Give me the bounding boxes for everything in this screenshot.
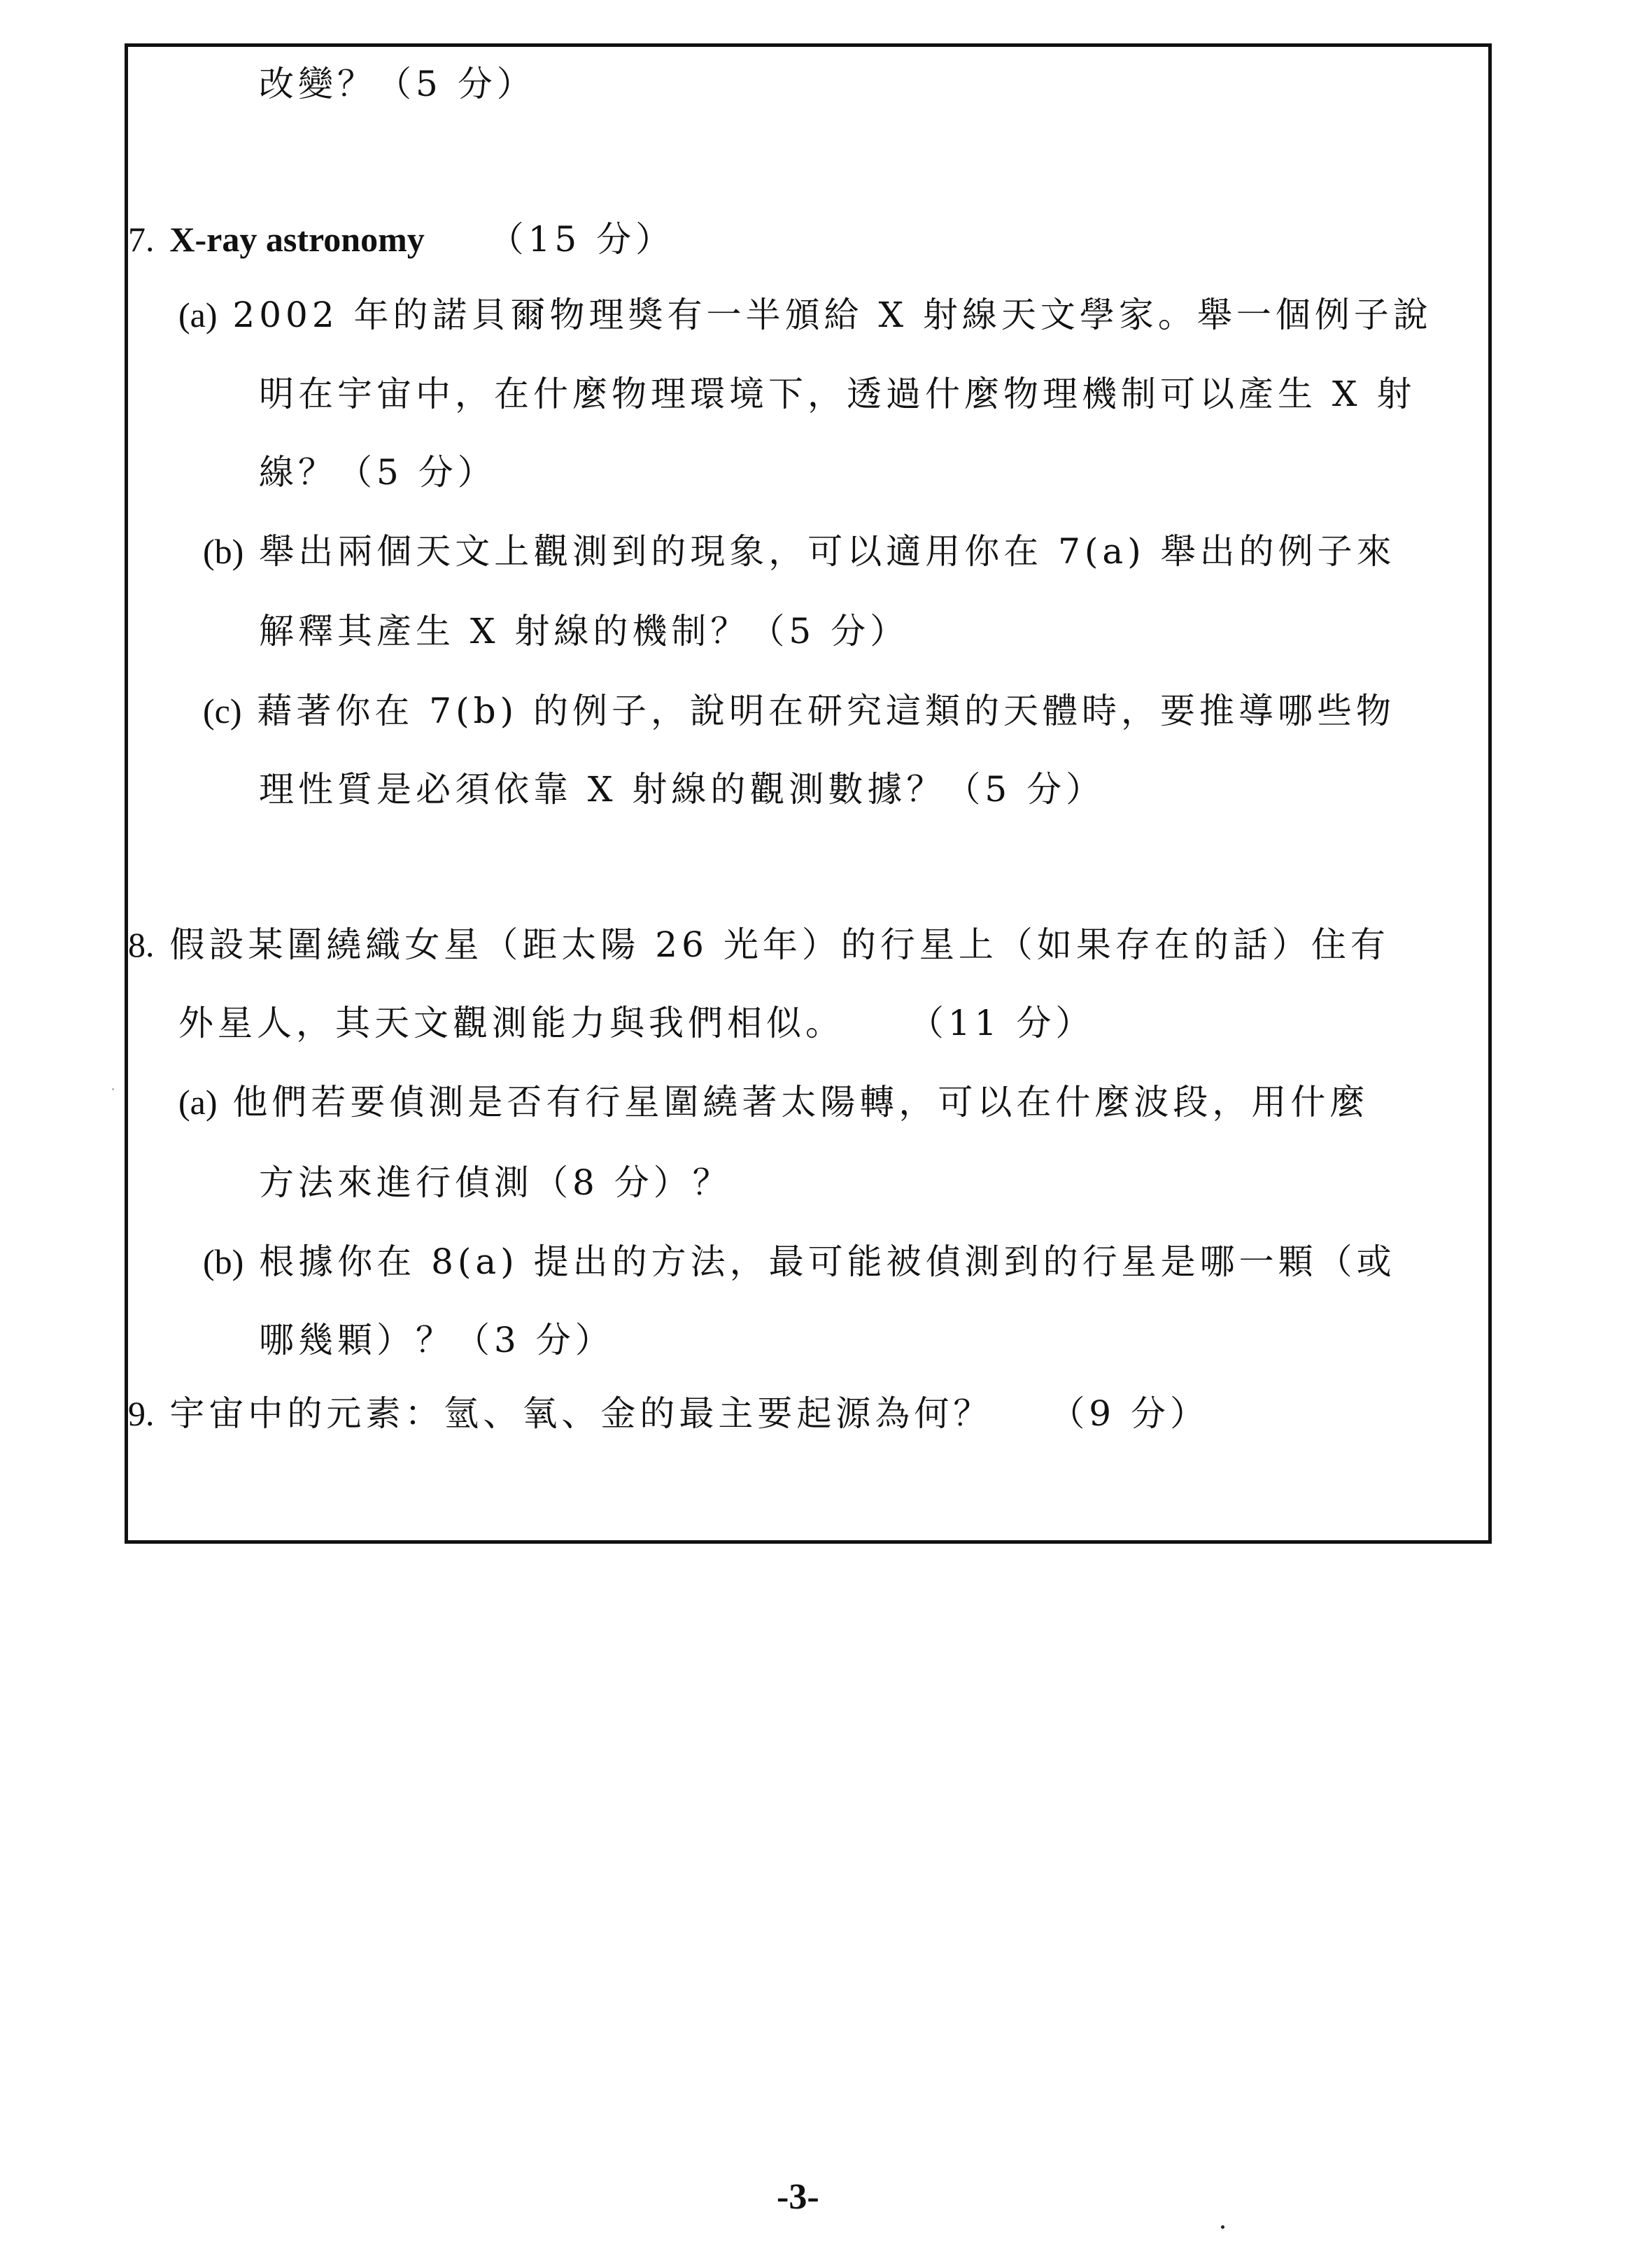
q9-number: 9. (128, 1394, 155, 1433)
q8a-line-2 (259, 1162, 732, 1204)
q7a-line-2 (259, 373, 1415, 415)
q7b-line-2 (259, 610, 909, 652)
q7a-label: (a) (178, 295, 218, 334)
q8-line-1 (128, 924, 1390, 966)
q9-line (128, 1393, 1209, 1435)
q7-heading (128, 218, 675, 260)
q7a-line-1 (178, 294, 1432, 336)
q7a-text-2: 明在宇宙中，在什麼物理環境下，透過什麼物理機制可以產生 X 射 (259, 374, 1416, 414)
scan-speck (112, 1088, 114, 1090)
q7-title: X-ray astronomy (169, 220, 425, 259)
q8b-line-2 (259, 1319, 614, 1361)
q8-line-2 (178, 1002, 1094, 1044)
q7c-line-2 (259, 768, 1105, 810)
q9-text: 宇宙中的元素：氫、氧、金的最主要起源為何？ (169, 1393, 993, 1434)
q8b-label: (b) (203, 1242, 244, 1281)
q8-points: （11 分） (908, 1003, 1095, 1043)
continuation-text: 改變？（5 分） (259, 64, 536, 104)
q7-number: 7. (128, 220, 155, 259)
q8a-text-1: 他們若要偵測是否有行星圍繞著太陽轉，可以在什麼波段，用什麼 (232, 1082, 1369, 1122)
q8b-text-1: 根據你在 8(a) 提出的方法，最可能被偵測到的行星是哪一顆（或 (259, 1241, 1396, 1282)
q7c-text-2: 理性質是必須依靠 X 射線的觀測數據？（5 分） (259, 769, 1106, 810)
q7c-text-1: 藉著你在 7(b) 的例子，說明在研究這類的天體時，要推導哪些物 (257, 691, 1396, 731)
q7c-line-1 (203, 690, 1395, 732)
q8b-text-2: 哪幾顆）？（3 分） (259, 1320, 614, 1360)
q8-text-1: 假設某圍繞織女星（距太陽 26 光年）的行星上（如果存在的話）住有 (169, 924, 1390, 965)
q7-points: （15 分） (488, 219, 675, 260)
q8a-text-2: 方法來進行偵測（8 分）？ (259, 1162, 732, 1203)
q7a-text-3: 線？（5 分） (259, 452, 497, 493)
q9-points: （9 分） (1050, 1393, 1210, 1434)
q8a-label: (a) (178, 1083, 218, 1122)
q7b-label: (b) (203, 532, 244, 571)
q7c-label: (c) (203, 691, 242, 731)
q8a-line-1 (178, 1081, 1369, 1123)
continuation-line (259, 63, 536, 105)
q8-text-2: 外星人，其天文觀測能力與我們相似。 (178, 1003, 845, 1043)
scan-dot (1221, 2225, 1224, 2229)
q7b-line-1 (203, 530, 1396, 572)
q7b-text-2: 解釋其產生 X 射線的機制？（5 分） (259, 611, 910, 651)
q8-number: 8. (128, 925, 155, 964)
q7a-line-3 (259, 451, 497, 493)
q7b-text-1: 舉出兩個天文上觀測到的現象，可以適用你在 7(a) 舉出的例子來 (259, 531, 1396, 572)
q8b-line-1 (203, 1241, 1396, 1283)
q7a-text-1: 2002 年的諾貝爾物理獎有一半頒給 X 射線天文學家。舉一個例子說 (232, 295, 1432, 335)
page-number: -3- (777, 2177, 819, 2217)
